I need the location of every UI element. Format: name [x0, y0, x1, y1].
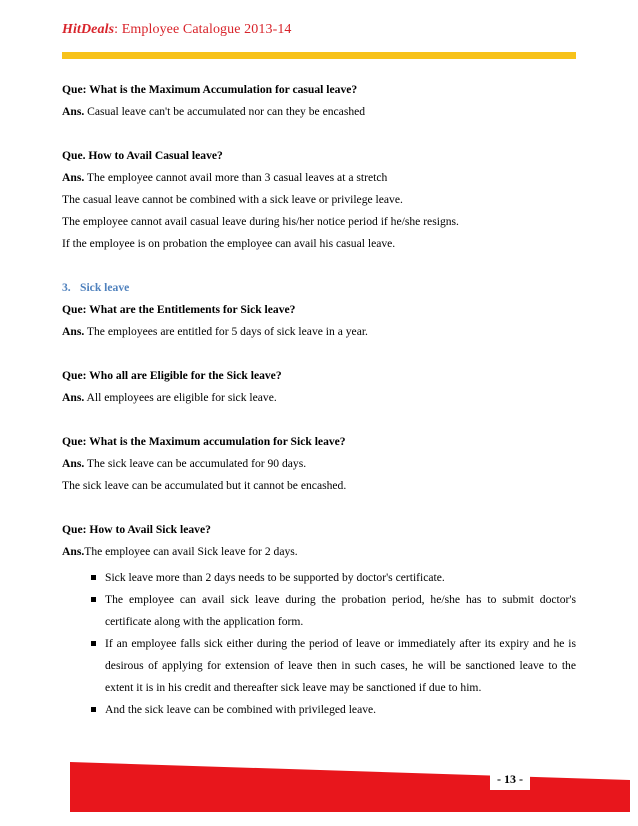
list-item: [62, 589, 576, 633]
list-item-text: If an employee falls sick either during the period of leave or immediately after its expiry and he is desirous of applying for extension of leave then in such cases, he will be sanctioned leave to the extent it is in his credit and thereafter sick leave may be sanctioned if due to him.: [105, 637, 576, 694]
section-number: 3.: [62, 281, 71, 294]
header-separator: :: [114, 22, 119, 37]
document-title: Employee Catalogue 2013-14: [121, 22, 292, 37]
answer-text: The employee can avail Sick leave for 2 days.: [84, 545, 298, 558]
answer-casual-accumulation: [62, 105, 576, 127]
page-content: [62, 83, 576, 721]
answer-sick-eligibility: [62, 391, 576, 413]
answer-text: All employees are eligible for sick leave.: [84, 391, 277, 404]
list-item: [62, 699, 576, 721]
page-number: - 13 -: [490, 768, 530, 790]
page-header: [62, 22, 292, 38]
answer-text: Casual leave can't be accumulated nor can they be encashed: [84, 105, 366, 118]
paragraph: If the employee is on probation the employee can avail his casual leave.: [62, 237, 396, 250]
square-bullet-icon: [91, 597, 96, 602]
paragraph: The employee cannot avail casual leave during his/her notice period if he/she resigns.: [62, 215, 459, 228]
list-item-text: And the sick leave can be combined with privileged leave.: [105, 703, 377, 716]
square-bullet-icon: [91, 575, 96, 580]
answer-text: The employees are entitled for 5 days of sick leave in a year.: [84, 325, 368, 338]
answer-text: The sick leave can be accumulated for 90 days.: [84, 457, 307, 470]
answer-avail-casual: [62, 171, 576, 193]
question-sick-entitlements: Que: What are the Entitlements for Sick leave?: [62, 303, 296, 316]
paragraph: The casual leave cannot be combined with a sick leave or privilege leave.: [62, 193, 403, 206]
question-casual-accumulation: Que: What is the Maximum Accumulation for casual leave?: [62, 83, 358, 96]
answer-sick-accumulation: [62, 457, 576, 479]
section-title: Sick leave: [80, 281, 130, 294]
question-avail-casual: Que. How to Avail Casual leave?: [62, 149, 223, 162]
question-avail-sick: Que: How to Avail Sick leave?: [62, 523, 211, 536]
square-bullet-icon: [91, 641, 96, 646]
section-heading-sick-leave: [62, 281, 576, 303]
answer-label: Ans.: [62, 105, 85, 118]
header-divider-bar: [62, 52, 576, 59]
answer-label: Ans.: [62, 325, 85, 338]
question-sick-accumulation: Que: What is the Maximum accumulation for Sick leave?: [62, 435, 346, 448]
footer-red-band: [70, 762, 630, 812]
paragraph: The sick leave can be accumulated but it cannot be encashed.: [62, 479, 347, 492]
sick-leave-rules-list: [62, 567, 576, 721]
answer-sick-entitlements: [62, 325, 576, 347]
square-bullet-icon: [91, 707, 96, 712]
answer-label: Ans.: [62, 391, 85, 404]
brand-name: HitDeals: [62, 22, 115, 37]
list-item-text: The employee can avail sick leave during the probation period, he/she has to submit doctor's certificate along with the application form.: [105, 593, 576, 628]
question-sick-eligibility: Que: Who all are Eligible for the Sick leave?: [62, 369, 282, 382]
list-item-text: Sick leave more than 2 days needs to be supported by doctor's certificate.: [105, 571, 445, 584]
answer-label: Ans.: [62, 545, 85, 558]
answer-avail-sick: [62, 545, 576, 567]
answer-label: Ans.: [62, 457, 85, 470]
answer-text: The employee cannot avail more than 3 casual leaves at a stretch: [84, 171, 388, 184]
list-item: [62, 633, 576, 699]
list-item: [62, 567, 576, 589]
answer-label: Ans.: [62, 171, 85, 184]
